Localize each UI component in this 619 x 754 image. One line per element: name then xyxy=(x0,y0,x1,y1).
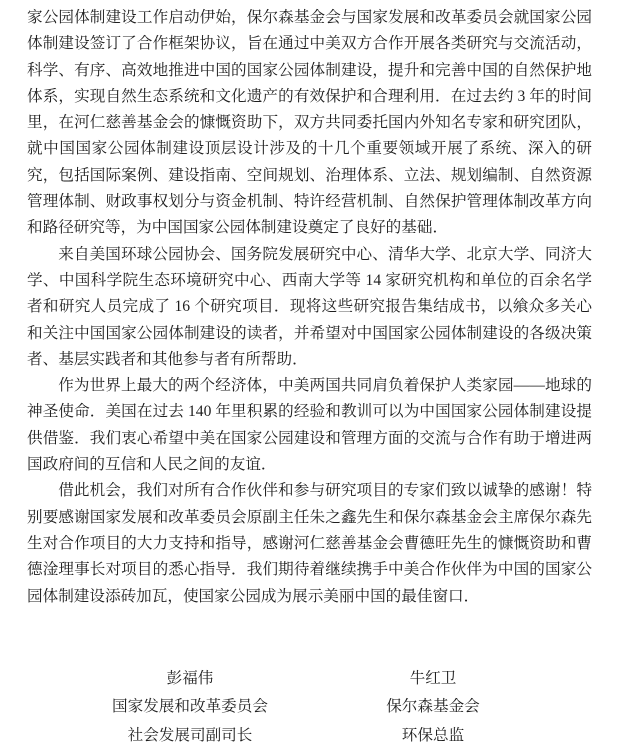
signatory-name-right: 牛红卫 xyxy=(409,669,457,687)
paragraph-1: 家公园体制建设工作启动伊始，保尔森基金会与国家发展和改革委员会就国家公园体制建设签订了合作框架协议，旨在通过中美双方合作开展各类研究与交流活动，科学、有序、高效地推进中国的国家公园体制建设，提升和完善中国的自然保护地体系，实现自然生态系统和文化遗产的有效保护和合理利用．在过去约 3 年的时间里，在河仁慈善基金会的慷慨资助下，双方共同委托国内外知名专家和研究团队，就中国国家公园体制建设顶层设计涉及的十几个重要领域开展了系统、深入的研究，包括国际案例、建设指南、空间规划、治理体系、立法、规划编制、自然资源管理体制、财政事权划分与资金机制、特许经营机制、自然保护管理体制改革方向和路径研究等，为中国国家公园体制建设奠定了良好的基础． xyxy=(27,9,592,237)
signatory-org-right: 保尔森基金会 xyxy=(386,698,480,716)
paragraph-3: 作为世界上最大的两个经济体，中美两国共同肩负着保护人类家园——地球的神圣使命．美国在过去 140 年里积累的经验和教训可以为中国国家公园体制建设提供借鉴．我们衷心希望中美在国家公园建设和管理方面的交流与合作有助于增进两国政府间的互信和人民之间的友谊． xyxy=(27,377,592,474)
signatory-title-left: 社会发展司副司长 xyxy=(127,726,253,744)
paragraph-4: 借此机会，我们对所有合作伙伴和参与研究项目的专家们致以诚挚的感谢！特别要感谢国家发展和改革委员会原副主任朱之鑫先生和保尔森基金会主席保尔森先生对合作项目的大力支持和指导，感谢河仁慈善基金会曹德旺先生的慷慨资助和曹德淦理事长对项目的悉心指导．我们期待着继续携手中美合作伙伴为中国的国家公园体制建设添砖加瓦，使国家公园成为展示美丽中国的最佳窗口． xyxy=(27,482,592,605)
signature-right xyxy=(320,665,546,751)
paragraph-2: 来自美国环球公园协会、国务院发展研究中心、清华大学、北京大学、同济大学、中国科学院生态环境研究中心、西南大学等 14 家研究机构和单位的百余名学者和研究人员完成了 16 个研究项目．现将这些研究报告集结成书，以飨众多关心和关注中国国家公园体制建设的读者，并希望对中国国家公园体制建设的各级决策者、基层实践者和其他参与者有所帮助． xyxy=(27,245,592,368)
signature-block xyxy=(27,665,592,751)
signature-left xyxy=(60,665,320,751)
signatory-name-left: 彭福伟 xyxy=(166,669,214,687)
signatory-org-left: 国家发展和改革委员会 xyxy=(112,698,268,716)
signatory-title-right: 环保总监 xyxy=(401,726,465,744)
